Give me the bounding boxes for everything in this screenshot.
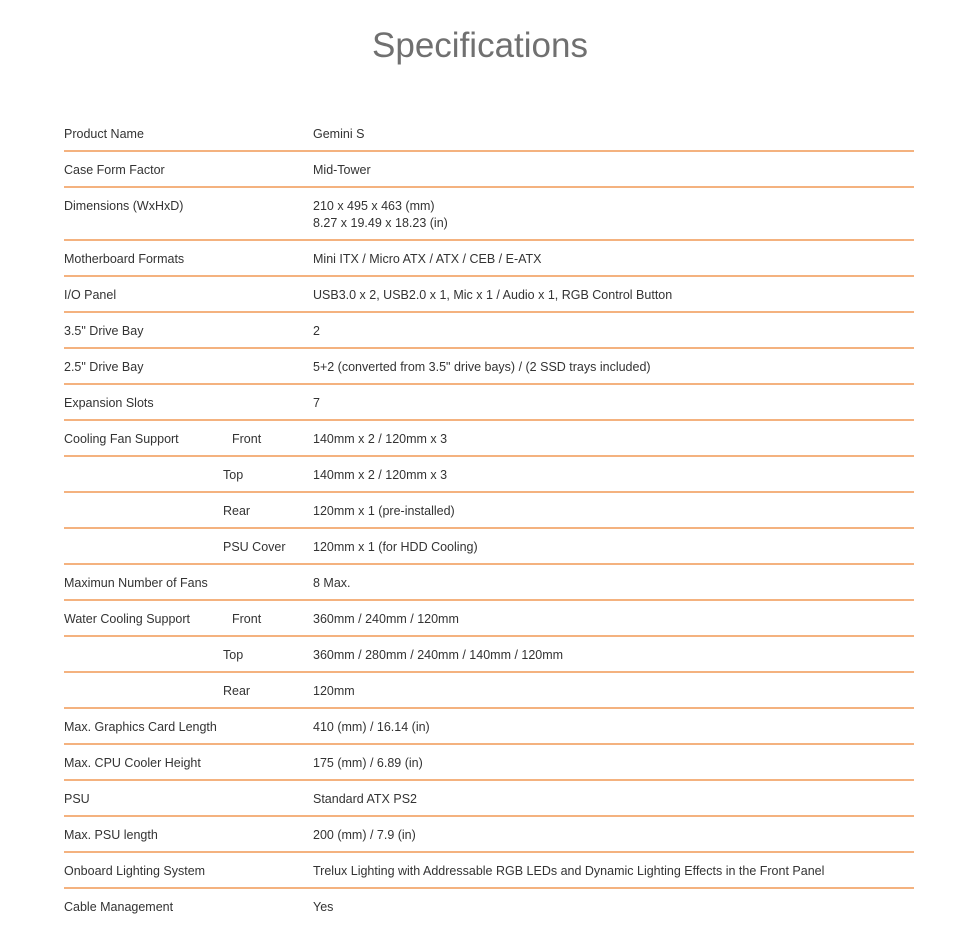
spec-value — [313, 863, 824, 880]
spec-value — [313, 198, 448, 232]
spec-value-line: 140mm x 2 / 120mm x 3 — [313, 468, 448, 482]
spec-label: Expansion Slots — [64, 396, 154, 410]
spec-value — [313, 467, 447, 484]
spec-row — [64, 637, 914, 673]
spec-value-line: 175 (mm) / 6.89 (in) — [313, 756, 423, 770]
spec-row — [64, 421, 914, 457]
spec-label: Max. PSU length — [64, 828, 158, 842]
spec-sublabel: Top — [223, 648, 244, 662]
spec-value-line: 5+2 (converted from 3.5" drive bays) / (2 SSD trays included) — [313, 360, 651, 374]
spec-row — [64, 781, 914, 817]
spec-row — [64, 493, 914, 529]
spec-value — [313, 287, 672, 304]
spec-sublabel: Front — [232, 612, 262, 626]
spec-row — [64, 313, 914, 349]
spec-row — [64, 817, 914, 853]
spec-value — [313, 791, 417, 808]
spec-row — [64, 601, 914, 637]
spec-row — [64, 673, 914, 709]
spec-row — [64, 188, 914, 241]
spec-value-line: Trelux Lighting with Addressable RGB LEDs and Dynamic Lighting Effects in the Front Panel — [313, 864, 825, 878]
spec-value — [313, 503, 455, 520]
spec-value — [313, 611, 459, 628]
spec-label: Motherboard Formats — [64, 252, 185, 266]
spec-value-line: 2 — [313, 324, 320, 338]
spec-value-line: 140mm x 2 / 120mm x 3 — [313, 432, 448, 446]
spec-value — [313, 683, 355, 700]
spec-value — [313, 647, 563, 664]
spec-row — [64, 116, 914, 152]
spec-value — [313, 251, 542, 268]
spec-value — [313, 395, 320, 412]
spec-label: 3.5" Drive Bay — [64, 324, 144, 338]
spec-label: Product Name — [64, 127, 144, 141]
spec-row — [64, 241, 914, 277]
spec-value-line: 360mm / 280mm / 240mm / 140mm / 120mm — [313, 648, 564, 662]
spec-row — [64, 565, 914, 601]
spec-row — [64, 349, 914, 385]
spec-value — [313, 431, 447, 448]
spec-value-line: 7 — [313, 396, 320, 410]
spec-row — [64, 152, 914, 188]
spec-label: Onboard Lighting System — [64, 864, 206, 878]
spec-label: PSU — [64, 792, 90, 806]
spec-value-line: USB3.0 x 2, USB2.0 x 1, Mic x 1 / Audio x 1, RGB Control Button — [313, 288, 673, 302]
spec-value-line: 8.27 x 19.49 x 18.23 (in) — [313, 216, 448, 230]
spec-value-line: Mid-Tower — [313, 163, 371, 177]
spec-sublabel: Front — [232, 432, 262, 446]
spec-value-line: Mini ITX / Micro ATX / ATX / CEB / E-ATX — [313, 252, 542, 266]
spec-label: Dimensions (WxHxD) — [64, 199, 184, 213]
spec-row — [64, 889, 914, 923]
spec-value — [313, 162, 371, 179]
spec-value-line: 210 x 495 x 463 (mm) — [313, 199, 435, 213]
spec-value — [313, 359, 651, 376]
spec-row — [64, 457, 914, 493]
spec-value — [313, 755, 423, 772]
spec-value-line: 360mm / 240mm / 120mm — [313, 612, 459, 626]
spec-value — [313, 539, 478, 556]
spec-value — [313, 575, 351, 592]
spec-value-line: 120mm x 1 (pre-installed) — [313, 504, 455, 518]
spec-value — [313, 827, 416, 844]
spec-label: Cooling Fan Support — [64, 432, 179, 446]
spec-label: 2.5" Drive Bay — [64, 360, 144, 374]
spec-value-line: Yes — [313, 900, 334, 914]
spec-value-line: 8 Max. — [313, 576, 351, 590]
spec-sublabel: PSU Cover — [223, 540, 286, 554]
spec-sublabel: Rear — [223, 684, 251, 698]
spec-label: Max. Graphics Card Length — [64, 720, 217, 734]
spec-label: Maximun Number of Fans — [64, 576, 208, 590]
spec-value-line: 120mm x 1 (for HDD Cooling) — [313, 540, 478, 554]
spec-table — [64, 116, 914, 923]
spec-sublabel: Rear — [223, 504, 251, 518]
spec-row — [64, 529, 914, 565]
spec-sublabel: Top — [223, 468, 244, 482]
spec-value-line: 410 (mm) / 16.14 (in) — [313, 720, 430, 734]
page-title: Specifications — [372, 26, 588, 65]
spec-label: Case Form Factor — [64, 163, 165, 177]
spec-value — [313, 126, 364, 143]
spec-value-line: 120mm — [313, 684, 355, 698]
spec-row — [64, 385, 914, 421]
spec-label: Max. CPU Cooler Height — [64, 756, 201, 770]
spec-row — [64, 745, 914, 781]
spec-value-line: 200 (mm) / 7.9 (in) — [313, 828, 416, 842]
spec-row — [64, 853, 914, 889]
spec-label: I/O Panel — [64, 288, 117, 302]
spec-row — [64, 709, 914, 745]
spec-value — [313, 719, 430, 736]
spec-label: Cable Management — [64, 900, 174, 914]
spec-value — [313, 899, 333, 916]
spec-value — [313, 323, 320, 340]
spec-row — [64, 277, 914, 313]
spec-value-line: Gemini S — [313, 127, 365, 141]
spec-value-line: Standard ATX PS2 — [313, 792, 417, 806]
spec-label: Water Cooling Support — [64, 612, 190, 626]
